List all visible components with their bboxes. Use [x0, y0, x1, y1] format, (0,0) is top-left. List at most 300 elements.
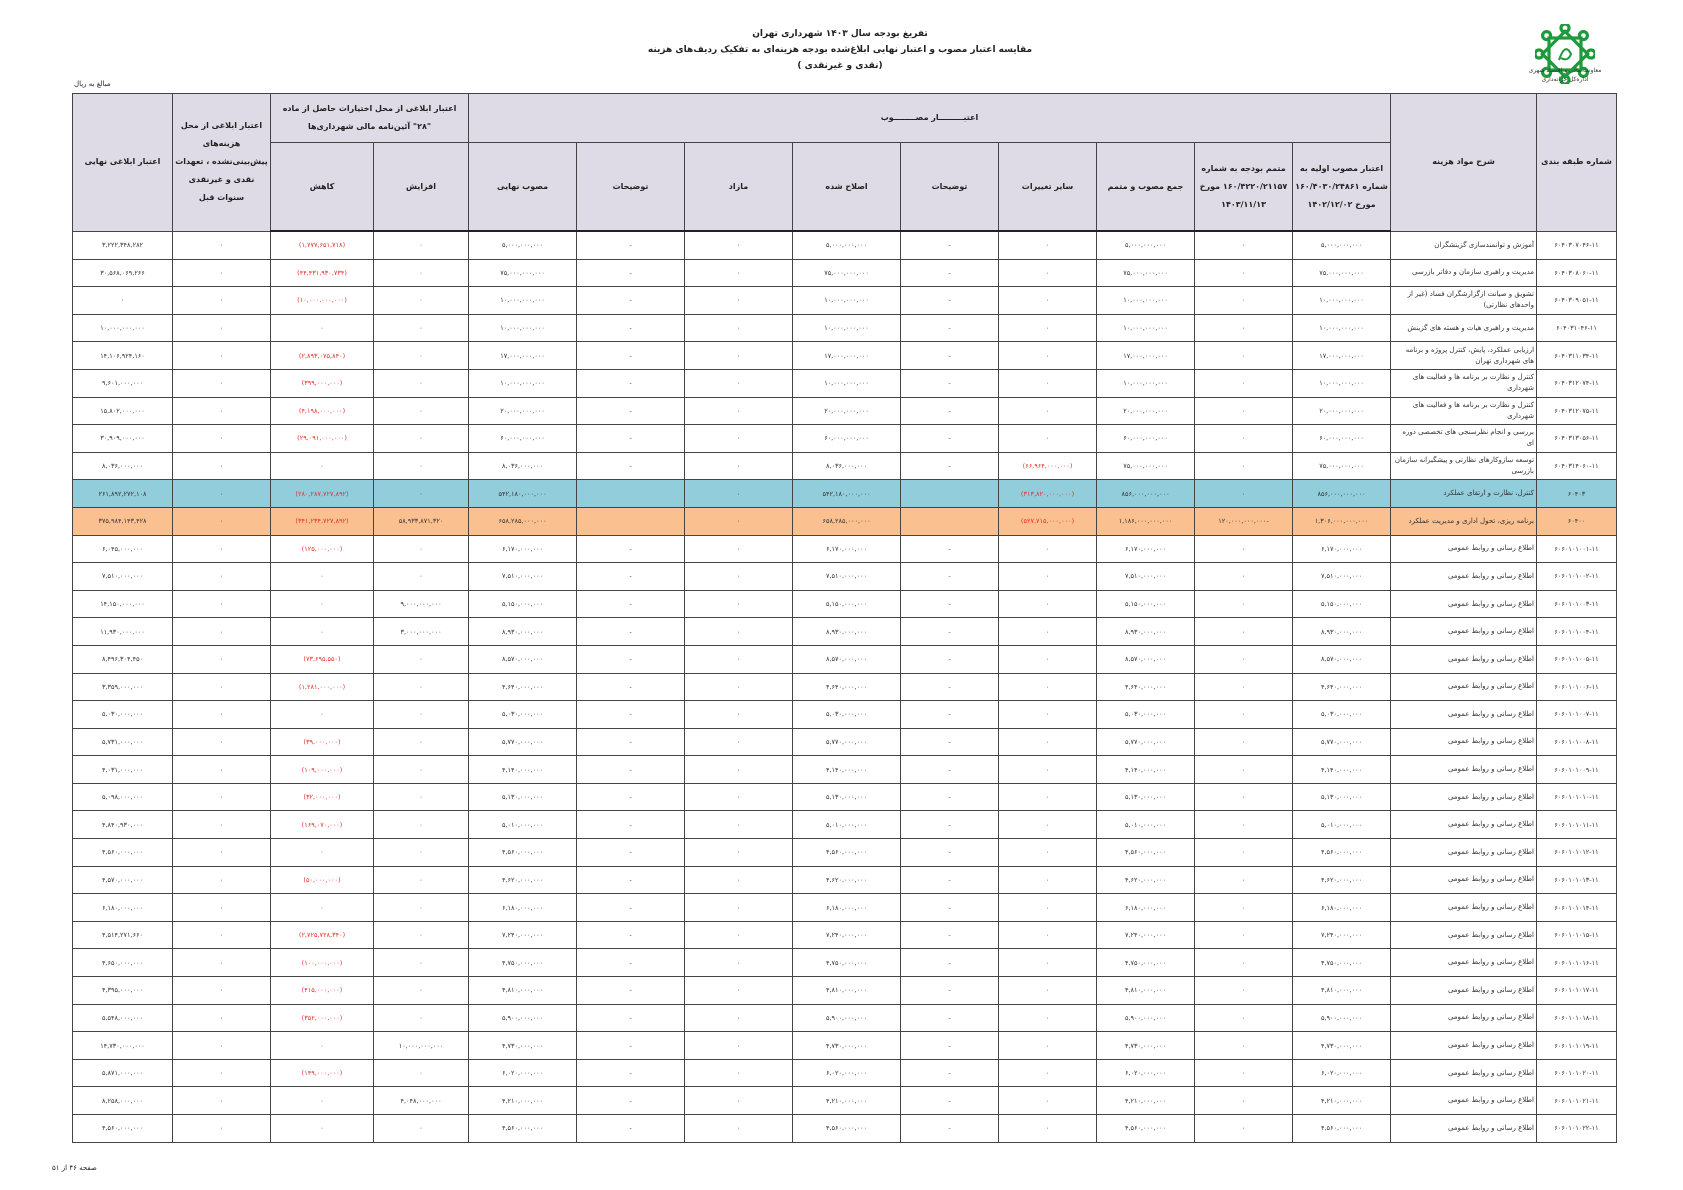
- cell-other-changes: ۰: [999, 673, 1097, 701]
- cell-unforeseen: ۰: [173, 673, 271, 701]
- cell-unforeseen: ۰: [173, 921, 271, 949]
- cell-notes-2: -: [577, 563, 685, 591]
- cell-sum-approved: ۴,۶۲۰,۰۰۰,۰۰۰: [1097, 866, 1195, 894]
- cell-code: ۶۰۶۰۱۰۱۰۰۳-۱۱: [1537, 590, 1617, 618]
- cell-description: اطلاع رسانی و روابط عمومی: [1391, 1059, 1537, 1087]
- cell-sum-approved: ۶۰,۰۰۰,۰۰۰,۰۰۰: [1097, 425, 1195, 453]
- cell-amended: ۸,۹۳۰,۰۰۰,۰۰۰: [793, 618, 901, 646]
- cell-notes-2: -: [577, 866, 685, 894]
- cell-other-changes: (۵۲۷,۷۱۵,۰۰۰,۰۰۰): [999, 507, 1097, 535]
- cell-increase: ۰: [374, 921, 469, 949]
- header-code: شماره طبقه بندی: [1537, 94, 1617, 232]
- cell-sum-approved: ۷۵,۰۰۰,۰۰۰,۰۰۰: [1097, 452, 1195, 480]
- cell-decrease: (۳۹۹,۰۰۰,۰۰۰): [271, 369, 374, 397]
- title-line-1: تفریغ بودجه سال ۱۴۰۳ شهرداری تهران: [752, 29, 928, 39]
- cell-notes-1: [901, 480, 999, 508]
- cell-code: ۶۰۶۰۱۰۱۰۱۳-۱۱: [1537, 866, 1617, 894]
- cell-supplement: ۰: [1195, 866, 1293, 894]
- cell-code: ۶۰۶۰۱۰۱۰۱۶-۱۱: [1537, 949, 1617, 977]
- cell-final-notified: ۸,۲۵۸,۰۰۰,۰۰۰: [73, 1087, 173, 1115]
- cell-notes-2: -: [577, 259, 685, 287]
- cell-decrease: ۰: [271, 452, 374, 480]
- cell-amended: ۸,۰۳۶,۰۰۰,۰۰۰: [793, 452, 901, 480]
- cell-surplus: ۰: [685, 480, 793, 508]
- cell-final-notified: ۶,۱۸۰,۰۰۰,۰۰۰: [73, 894, 173, 922]
- table-row: [73, 839, 1617, 867]
- cell-notes-1: -: [901, 425, 999, 453]
- cell-sum-approved: ۴,۲۱۰,۰۰۰,۰۰۰: [1097, 1087, 1195, 1115]
- cell-notes-2: -: [577, 369, 685, 397]
- cell-surplus: ۰: [685, 535, 793, 563]
- cell-sum-approved: ۸,۵۷۰,۰۰۰,۰۰۰: [1097, 645, 1195, 673]
- cell-description: اطلاع رسانی و روابط عمومی: [1391, 756, 1537, 784]
- cell-surplus: ۰: [685, 369, 793, 397]
- cell-notes-2: -: [577, 618, 685, 646]
- cell-notes-1: -: [901, 811, 999, 839]
- cell-final-notified: ۱۱,۹۳۰,۰۰۰,۰۰۰: [73, 618, 173, 646]
- cell-code: ۶۰۶۰۱۰۱۰۰۵-۱۱: [1537, 645, 1617, 673]
- header-final-approved: مصوب نهایی: [469, 143, 577, 232]
- table-row: [73, 811, 1617, 839]
- document-title-block: [560, 26, 1120, 74]
- cell-final-approved: ۶,۰۲۰,۰۰۰,۰۰۰: [469, 1059, 577, 1087]
- cell-amended: ۴,۷۵۰,۰۰۰,۰۰۰: [793, 949, 901, 977]
- header-decrease: کاهش: [271, 143, 374, 232]
- cell-surplus: ۰: [685, 977, 793, 1005]
- table-body: [73, 231, 1617, 1142]
- cell-supplement: ۰: [1195, 618, 1293, 646]
- cell-other-changes: ۰: [999, 425, 1097, 453]
- cell-other-changes: ۰: [999, 1059, 1097, 1087]
- cell-initial: ۴,۶۲۰,۰۰۰,۰۰۰: [1293, 866, 1391, 894]
- organization-name: معاونت مالی و اقتصاد شهری اداره‌کل خزانه‌داری: [1528, 67, 1602, 83]
- cell-unforeseen: ۰: [173, 1032, 271, 1060]
- cell-code: ۶۰۶۰۱۰۱۰۰۹-۱۱: [1537, 756, 1617, 784]
- cell-sum-approved: ۷,۲۴۰,۰۰۰,۰۰۰: [1097, 921, 1195, 949]
- cell-decrease: (۱۴۹,۰۰۰,۰۰۰): [271, 1059, 374, 1087]
- cell-amended: ۴,۷۳۰,۰۰۰,۰۰۰: [793, 1032, 901, 1060]
- cell-notes-2: -: [577, 287, 685, 315]
- cell-decrease: ۰: [271, 839, 374, 867]
- cell-final-notified: ۱۴,۷۳۰,۰۰۰,۰۰۰: [73, 1032, 173, 1060]
- page-number: صفحه ۴۶ از ۵۱: [52, 1164, 97, 1172]
- cell-sum-approved: ۵,۰۱۰,۰۰۰,۰۰۰: [1097, 811, 1195, 839]
- cell-initial: ۸,۵۷۰,۰۰۰,۰۰۰: [1293, 645, 1391, 673]
- cell-description: اطلاع رسانی و روابط عمومی: [1391, 535, 1537, 563]
- cell-supplement: ۰: [1195, 563, 1293, 591]
- currency-unit-note: مبالغ به ریال: [74, 80, 111, 88]
- cell-supplement: -۱۲۰,۰۰۰,۰۰۰,۰۰۰: [1195, 507, 1293, 535]
- cell-initial: ۶,۱۷۰,۰۰۰,۰۰۰: [1293, 535, 1391, 563]
- cell-surplus: ۰: [685, 645, 793, 673]
- cell-code: ۶۰۴۰۳۰۹۰۵۱-۱۱: [1537, 287, 1617, 315]
- cell-sum-approved: ۶,۰۲۰,۰۰۰,۰۰۰: [1097, 1059, 1195, 1087]
- cell-other-changes: ۰: [999, 894, 1097, 922]
- cell-final-notified: ۷,۵۱۰,۰۰۰,۰۰۰: [73, 563, 173, 591]
- cell-other-changes: ۰: [999, 645, 1097, 673]
- cell-description: اطلاع رسانی و روابط عمومی: [1391, 839, 1537, 867]
- cell-supplement: ۰: [1195, 1032, 1293, 1060]
- table-row: [73, 452, 1617, 480]
- table-row: [73, 673, 1617, 701]
- cell-increase: ۰: [374, 894, 469, 922]
- cell-amended: ۶۵۸,۲۸۵,۰۰۰,۰۰۰: [793, 507, 901, 535]
- cell-initial: ۴,۷۵۰,۰۰۰,۰۰۰: [1293, 949, 1391, 977]
- cell-initial: ۵,۰۰۰,۰۰۰,۰۰۰: [1293, 231, 1391, 259]
- cell-decrease: (۱۰۹,۰۰۰,۰۰۰): [271, 756, 374, 784]
- cell-notes-1: -: [901, 1004, 999, 1032]
- cell-final-approved: ۷,۲۴۰,۰۰۰,۰۰۰: [469, 921, 577, 949]
- cell-notes-2: -: [577, 342, 685, 370]
- cell-increase: ۹,۰۰۰,۰۰۰,۰۰۰: [374, 590, 469, 618]
- cell-final-approved: ۴,۶۲۰,۰۰۰,۰۰۰: [469, 866, 577, 894]
- cell-amended: ۸,۵۷۰,۰۰۰,۰۰۰: [793, 645, 901, 673]
- cell-amended: ۶۰,۰۰۰,۰۰۰,۰۰۰: [793, 425, 901, 453]
- header-other-changes: سایر تغییرات: [999, 143, 1097, 232]
- cell-other-changes: ۰: [999, 535, 1097, 563]
- cell-unforeseen: ۰: [173, 425, 271, 453]
- header-description: شرح مواد هزینه: [1391, 94, 1537, 232]
- cell-initial: ۱۰,۰۰۰,۰۰۰,۰۰۰: [1293, 369, 1391, 397]
- cell-description: اطلاع رسانی و روابط عمومی: [1391, 1004, 1537, 1032]
- cell-unforeseen: ۰: [173, 645, 271, 673]
- cell-sum-approved: ۸,۹۳۰,۰۰۰,۰۰۰: [1097, 618, 1195, 646]
- cell-description: مدیریت و راهبری هیات و هسته های گزینش: [1391, 314, 1537, 342]
- cell-notes-1: -: [901, 728, 999, 756]
- cell-final-notified: ۴,۶۵۰,۰۰۰,۰۰۰: [73, 949, 173, 977]
- cell-notes-2: -: [577, 756, 685, 784]
- cell-surplus: ۰: [685, 866, 793, 894]
- cell-final-approved: ۶,۱۷۰,۰۰۰,۰۰۰: [469, 535, 577, 563]
- cell-surplus: ۰: [685, 1004, 793, 1032]
- cell-surplus: ۰: [685, 839, 793, 867]
- cell-decrease: (۷۳,۶۹۵,۵۵۰): [271, 645, 374, 673]
- cell-increase: ۵۸,۹۳۳,۸۷۱,۳۲۰: [374, 507, 469, 535]
- cell-code: ۶۰۴۰۰: [1537, 507, 1617, 535]
- cell-notes-1: -: [901, 618, 999, 646]
- cell-increase: ۰: [374, 977, 469, 1005]
- cell-notes-1: -: [901, 535, 999, 563]
- cell-decrease: (۳۵۲,۰۰۰,۰۰۰): [271, 1004, 374, 1032]
- cell-increase: ۰: [374, 452, 469, 480]
- cell-surplus: ۰: [685, 618, 793, 646]
- cell-surplus: ۰: [685, 1087, 793, 1115]
- table-row: [73, 1004, 1617, 1032]
- cell-code: ۶۰۴۰۳۱۴۰۶۰-۱۱: [1537, 452, 1617, 480]
- cell-notes-1: -: [901, 701, 999, 729]
- cell-other-changes: ۰: [999, 618, 1097, 646]
- cell-increase: ۰: [374, 756, 469, 784]
- cell-sum-approved: ۶,۱۷۰,۰۰۰,۰۰۰: [1097, 535, 1195, 563]
- cell-final-approved: ۸,۵۷۰,۰۰۰,۰۰۰: [469, 645, 577, 673]
- cell-initial: ۴,۲۱۰,۰۰۰,۰۰۰: [1293, 1087, 1391, 1115]
- title-line-2: مقایسه اعتبار مصوب و اعتبار نهایی ابلاغ‌شده بودجه هزینه‌ای به تفکیک ردیف‌های هزینه: [647, 45, 1033, 55]
- cell-amended: ۵,۱۳۰,۰۰۰,۰۰۰: [793, 783, 901, 811]
- cell-unforeseen: ۰: [173, 783, 271, 811]
- cell-final-approved: ۵۴۲,۱۸۰,۰۰۰,۰۰۰: [469, 480, 577, 508]
- cell-surplus: ۰: [685, 563, 793, 591]
- cell-description: اطلاع رسانی و روابط عمومی: [1391, 1115, 1537, 1143]
- cell-increase: ۰: [374, 314, 469, 342]
- cell-amended: ۷,۵۱۰,۰۰۰,۰۰۰: [793, 563, 901, 591]
- cell-final-notified: ۴,۳۹۵,۰۰۰,۰۰۰: [73, 977, 173, 1005]
- cell-final-notified: ۳۷۵,۹۸۴,۱۴۳,۴۲۸: [73, 507, 173, 535]
- cell-notes-2: [577, 480, 685, 508]
- cell-final-notified: ۵,۰۹۸,۰۰۰,۰۰۰: [73, 783, 173, 811]
- cell-final-approved: ۸,۹۳۰,۰۰۰,۰۰۰: [469, 618, 577, 646]
- cell-description: برنامه ریزی، تحول اداری و مدیریت عملکرد: [1391, 507, 1537, 535]
- table-row: [73, 977, 1617, 1005]
- cell-notes-2: -: [577, 1115, 685, 1143]
- cell-notes-2: -: [577, 728, 685, 756]
- header-surplus: مازاد: [685, 143, 793, 232]
- cell-final-approved: ۸,۰۳۶,۰۰۰,۰۰۰: [469, 452, 577, 480]
- cell-unforeseen: ۰: [173, 507, 271, 535]
- cell-final-approved: ۷۵,۰۰۰,۰۰۰,۰۰۰: [469, 259, 577, 287]
- cell-description: کنترل و نظارت بر برنامه ها و فعالیت های شهرداری: [1391, 369, 1537, 397]
- cell-sum-approved: ۸۵۶,۰۰۰,۰۰۰,۰۰۰: [1097, 480, 1195, 508]
- cell-initial: ۱۰,۰۰۰,۰۰۰,۰۰۰: [1293, 287, 1391, 315]
- cell-initial: ۵,۱۳۰,۰۰۰,۰۰۰: [1293, 783, 1391, 811]
- cell-final-notified: ۴,۵۶۰,۰۰۰,۰۰۰: [73, 1115, 173, 1143]
- cell-surplus: ۰: [685, 783, 793, 811]
- cell-increase: ۰: [374, 535, 469, 563]
- cell-initial: ۱۷,۰۰۰,۰۰۰,۰۰۰: [1293, 342, 1391, 370]
- cell-final-approved: ۴,۶۴۰,۰۰۰,۰۰۰: [469, 673, 577, 701]
- cell-notes-2: -: [577, 949, 685, 977]
- cell-supplement: ۰: [1195, 314, 1293, 342]
- cell-notes-1: -: [901, 231, 999, 259]
- cell-amended: ۴,۱۴۰,۰۰۰,۰۰۰: [793, 756, 901, 784]
- cell-final-approved: ۶۰,۰۰۰,۰۰۰,۰۰۰: [469, 425, 577, 453]
- header-increase: افزایش: [374, 143, 469, 232]
- cell-unforeseen: ۰: [173, 811, 271, 839]
- cell-decrease: (۳۹,۰۰۰,۰۰۰): [271, 728, 374, 756]
- cell-sum-approved: ۱۰,۰۰۰,۰۰۰,۰۰۰: [1097, 287, 1195, 315]
- cell-increase: ۰: [374, 1004, 469, 1032]
- cell-code: ۶۰۶۰۱۰۱۰۰۷-۱۱: [1537, 701, 1617, 729]
- cell-other-changes: ۰: [999, 701, 1097, 729]
- cell-amended: ۷۵,۰۰۰,۰۰۰,۰۰۰: [793, 259, 901, 287]
- cell-surplus: ۰: [685, 673, 793, 701]
- cell-code: ۶۰۶۰۱۰۱۰۱۹-۱۱: [1537, 1032, 1617, 1060]
- cell-amended: ۵,۰۰۰,۰۰۰,۰۰۰: [793, 231, 901, 259]
- table-row: [73, 1087, 1617, 1115]
- cell-description: اطلاع رسانی و روابط عمومی: [1391, 645, 1537, 673]
- cell-final-notified: ۵,۸۷۱,۰۰۰,۰۰۰: [73, 1059, 173, 1087]
- cell-description: توسعه سازوکارهای نظارتی و پیشگیرانه سازمان بازرسی: [1391, 452, 1537, 480]
- cell-amended: ۵,۷۷۰,۰۰۰,۰۰۰: [793, 728, 901, 756]
- cell-surplus: ۰: [685, 259, 793, 287]
- cell-final-approved: ۵,۰۱۰,۰۰۰,۰۰۰: [469, 811, 577, 839]
- cell-sum-approved: ۴,۷۵۰,۰۰۰,۰۰۰: [1097, 949, 1195, 977]
- table-row: [73, 894, 1617, 922]
- cell-initial: ۵,۹۰۰,۰۰۰,۰۰۰: [1293, 1004, 1391, 1032]
- header-notes-1: توضیحات: [901, 143, 999, 232]
- table-row: [73, 287, 1617, 315]
- cell-initial: ۴,۷۳۰,۰۰۰,۰۰۰: [1293, 1032, 1391, 1060]
- cell-increase: ۰: [374, 287, 469, 315]
- cell-notes-1: -: [901, 645, 999, 673]
- cell-surplus: ۰: [685, 701, 793, 729]
- cell-notes-2: -: [577, 701, 685, 729]
- cell-code: ۶۰۶۰۱۰۱۰۰۴-۱۱: [1537, 618, 1617, 646]
- cell-description: مدیریت و راهبری سازمان و دفاتر بازرسی: [1391, 259, 1537, 287]
- table-row: [73, 397, 1617, 425]
- cell-supplement: ۰: [1195, 783, 1293, 811]
- cell-code: ۶۰۶۰۱۰۱۰۰۲-۱۱: [1537, 563, 1617, 591]
- cell-notes-2: -: [577, 535, 685, 563]
- cell-amended: ۶,۱۸۰,۰۰۰,۰۰۰: [793, 894, 901, 922]
- cell-notes-2: [577, 507, 685, 535]
- cell-notes-1: -: [901, 590, 999, 618]
- cell-decrease: ۰: [271, 894, 374, 922]
- cell-unforeseen: ۰: [173, 535, 271, 563]
- cell-sum-approved: ۷,۵۱۰,۰۰۰,۰۰۰: [1097, 563, 1195, 591]
- cell-notes-2: -: [577, 673, 685, 701]
- cell-final-notified: ۳۰,۹۰۹,۰۰۰,۰۰۰: [73, 425, 173, 453]
- cell-surplus: ۰: [685, 314, 793, 342]
- cell-surplus: ۰: [685, 921, 793, 949]
- cell-code: ۶۰۴۰۳۱۲۰۷۴-۱۱: [1537, 369, 1617, 397]
- cell-description: اطلاع رسانی و روابط عمومی: [1391, 618, 1537, 646]
- cell-final-notified: ۴,۵۷۰,۰۰۰,۰۰۰: [73, 866, 173, 894]
- cell-initial: ۸۵۶,۰۰۰,۰۰۰,۰۰۰: [1293, 480, 1391, 508]
- cell-other-changes: ۰: [999, 728, 1097, 756]
- cell-decrease: (۱,۷۷۷,۶۵۱,۷۱۸): [271, 231, 374, 259]
- cell-supplement: ۰: [1195, 287, 1293, 315]
- cell-supplement: ۰: [1195, 701, 1293, 729]
- cell-amended: ۵,۰۱۰,۰۰۰,۰۰۰: [793, 811, 901, 839]
- cell-unforeseen: ۰: [173, 618, 271, 646]
- cell-amended: ۱۰,۰۰۰,۰۰۰,۰۰۰: [793, 314, 901, 342]
- cell-notes-2: -: [577, 894, 685, 922]
- cell-final-notified: ۰: [73, 287, 173, 315]
- cell-increase: ۰: [374, 480, 469, 508]
- cell-decrease: (۲۹,۰۹۱,۰۰۰,۰۰۰): [271, 425, 374, 453]
- cell-code: ۶۰۴۰۳۱۲۰۷۵-۱۱: [1537, 397, 1617, 425]
- cell-amended: ۴,۵۶۰,۰۰۰,۰۰۰: [793, 1115, 901, 1143]
- cell-code: ۶۰۶۰۱۰۱۰۲۰-۱۱: [1537, 1059, 1617, 1087]
- cell-initial: ۴,۱۴۰,۰۰۰,۰۰۰: [1293, 756, 1391, 784]
- cell-unforeseen: ۰: [173, 839, 271, 867]
- header-sum-approved: جمع مصوب و متمم: [1097, 143, 1195, 232]
- cell-final-notified: ۱۰,۰۰۰,۰۰۰,۰۰۰: [73, 314, 173, 342]
- cell-increase: ۰: [374, 563, 469, 591]
- cell-amended: ۴,۲۱۰,۰۰۰,۰۰۰: [793, 1087, 901, 1115]
- cell-other-changes: ۰: [999, 1004, 1097, 1032]
- cell-initial: ۸,۹۳۰,۰۰۰,۰۰۰: [1293, 618, 1391, 646]
- cell-notes-1: -: [901, 342, 999, 370]
- cell-supplement: ۰: [1195, 369, 1293, 397]
- cell-description: بررسی و انجام نظرسنجی های تخصصی دوره ای: [1391, 425, 1537, 453]
- cell-description: تشویق و صیانت ازگزارشگران فساد (غیر از واحدهای نظارتی): [1391, 287, 1537, 315]
- cell-code: ۶۰۶۰۱۰۱۰۰۸-۱۱: [1537, 728, 1617, 756]
- cell-decrease: (۳۲,۰۰۰,۰۰۰): [271, 783, 374, 811]
- header-article28-group: اعتبار ابلاغی از محل اختیارات حاصل از ماده "۲۸" آئین‌نامه مالی شهرداری‌ها: [271, 94, 469, 143]
- cell-initial: ۶۰,۰۰۰,۰۰۰,۰۰۰: [1293, 425, 1391, 453]
- cell-increase: ۰: [374, 397, 469, 425]
- cell-increase: ۰: [374, 728, 469, 756]
- cell-description: اطلاع رسانی و روابط عمومی: [1391, 977, 1537, 1005]
- cell-initial: ۷۵,۰۰۰,۰۰۰,۰۰۰: [1293, 259, 1391, 287]
- cell-initial: ۵,۰۱۰,۰۰۰,۰۰۰: [1293, 811, 1391, 839]
- cell-initial: ۶,۱۸۰,۰۰۰,۰۰۰: [1293, 894, 1391, 922]
- cell-code: ۶۰۴۰۳۰۷۰۴۶-۱۱: [1537, 231, 1617, 259]
- cell-sum-approved: ۵,۱۵۰,۰۰۰,۰۰۰: [1097, 590, 1195, 618]
- cell-surplus: ۰: [685, 397, 793, 425]
- cell-supplement: ۰: [1195, 977, 1293, 1005]
- cell-other-changes: ۰: [999, 590, 1097, 618]
- cell-sum-approved: ۴,۱۴۰,۰۰۰,۰۰۰: [1097, 756, 1195, 784]
- cell-other-changes: ۰: [999, 397, 1097, 425]
- cell-unforeseen: ۰: [173, 259, 271, 287]
- cell-notes-2: -: [577, 921, 685, 949]
- cell-notes-1: -: [901, 756, 999, 784]
- cell-sum-approved: ۲۰,۰۰۰,۰۰۰,۰۰۰: [1097, 397, 1195, 425]
- cell-surplus: ۰: [685, 728, 793, 756]
- cell-other-changes: ۰: [999, 231, 1097, 259]
- cell-sum-approved: ۱,۱۸۶,۰۰۰,۰۰۰,۰۰۰: [1097, 507, 1195, 535]
- cell-final-approved: ۵,۷۷۰,۰۰۰,۰۰۰: [469, 728, 577, 756]
- cell-increase: ۰: [374, 866, 469, 894]
- cell-decrease: (۲۸۰,۲۸۷,۷۲۷,۸۹۲): [271, 480, 374, 508]
- cell-notes-1: -: [901, 839, 999, 867]
- cell-supplement: ۰: [1195, 673, 1293, 701]
- table-row: [73, 563, 1617, 591]
- cell-final-approved: ۴,۱۴۰,۰۰۰,۰۰۰: [469, 756, 577, 784]
- cell-increase: ۰: [374, 783, 469, 811]
- cell-unforeseen: ۰: [173, 397, 271, 425]
- cell-notes-2: -: [577, 314, 685, 342]
- cell-code: ۶۰۶۰۱۰۱۰۱۵-۱۱: [1537, 921, 1617, 949]
- table-row: [73, 645, 1617, 673]
- cell-other-changes: ۰: [999, 811, 1097, 839]
- cell-sum-approved: ۴,۵۶۰,۰۰۰,۰۰۰: [1097, 839, 1195, 867]
- cell-final-approved: ۱۰,۰۰۰,۰۰۰,۰۰۰: [469, 287, 577, 315]
- table-row: [73, 369, 1617, 397]
- cell-increase: ۰: [374, 425, 469, 453]
- cell-code: ۶۰۴۰۳۱۳۰۵۶-۱۱: [1537, 425, 1617, 453]
- cell-surplus: ۰: [685, 425, 793, 453]
- cell-notes-1: -: [901, 397, 999, 425]
- cell-notes-2: -: [577, 1059, 685, 1087]
- cell-increase: ۴,۰۴۸,۰۰۰,۰۰۰: [374, 1087, 469, 1115]
- cell-sum-approved: ۴,۸۱۰,۰۰۰,۰۰۰: [1097, 977, 1195, 1005]
- cell-notes-2: -: [577, 452, 685, 480]
- cell-unforeseen: ۰: [173, 1087, 271, 1115]
- cell-other-changes: ۰: [999, 314, 1097, 342]
- cell-initial: ۲۰,۰۰۰,۰۰۰,۰۰۰: [1293, 397, 1391, 425]
- cell-supplement: ۰: [1195, 259, 1293, 287]
- table-row: [73, 342, 1617, 370]
- cell-notes-1: -: [901, 1032, 999, 1060]
- cell-decrease: (۲,۸۹۳,۰۷۵,۸۴۰): [271, 342, 374, 370]
- cell-final-approved: ۵,۰۰۰,۰۰۰,۰۰۰: [469, 231, 577, 259]
- cell-other-changes: ۰: [999, 977, 1097, 1005]
- cell-initial: ۷,۵۱۰,۰۰۰,۰۰۰: [1293, 563, 1391, 591]
- cell-increase: ۰: [374, 811, 469, 839]
- cell-supplement: ۰: [1195, 1004, 1293, 1032]
- cell-final-approved: ۵,۰۳۰,۰۰۰,۰۰۰: [469, 701, 577, 729]
- cell-sum-approved: ۶,۱۸۰,۰۰۰,۰۰۰: [1097, 894, 1195, 922]
- cell-decrease: (۱۰۰,۰۰۰,۰۰۰): [271, 949, 374, 977]
- cell-other-changes: ۰: [999, 369, 1097, 397]
- cell-code: ۶۰۶۰۱۰۱۰۱۱-۱۱: [1537, 811, 1617, 839]
- cell-other-changes: ۰: [999, 866, 1097, 894]
- cell-notes-1: -: [901, 1087, 999, 1115]
- cell-sum-approved: ۴,۶۴۰,۰۰۰,۰۰۰: [1097, 673, 1195, 701]
